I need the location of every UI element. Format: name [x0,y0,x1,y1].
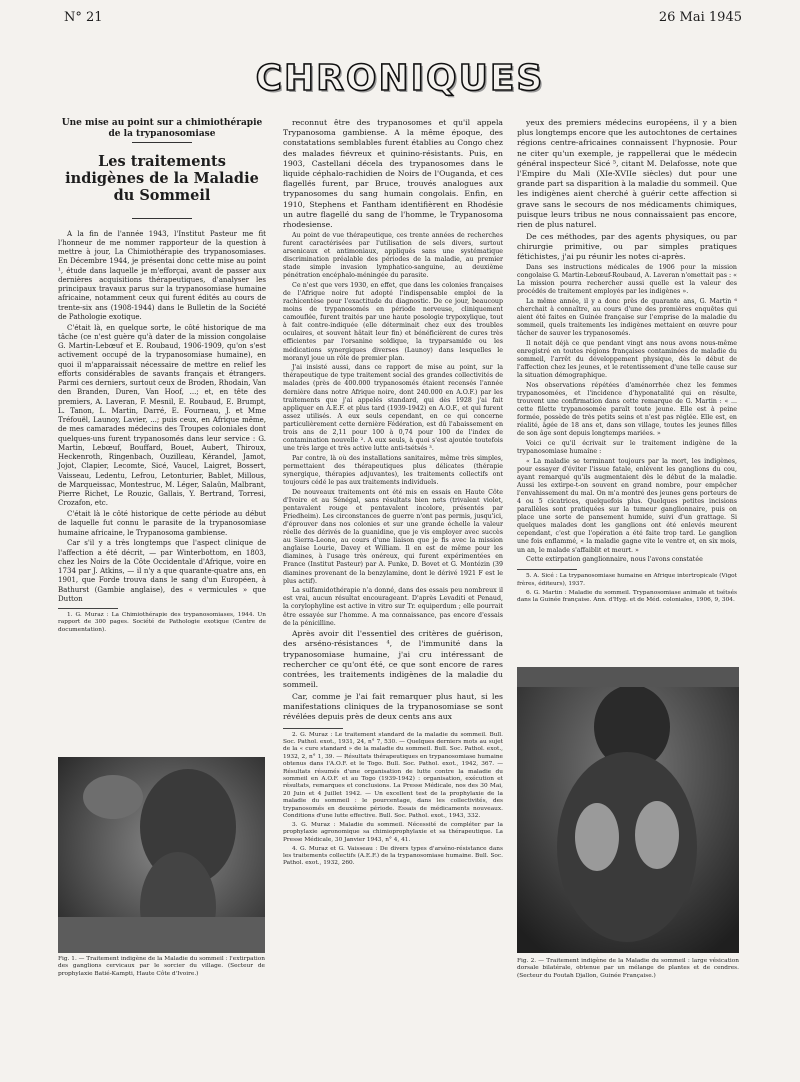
footnote-rule [58,608,118,609]
footnote-2: 2. G. Muraz : Le traitement standard de la maladie du sommeil. Bull. Soc. Pathol. exot., 1931, 24, n° 7, 530. — Quelques derniers mots au sujet de la « cure standard » de la maladie du sommeil. Bull. Soc. Pathol. exot., 1932, 2, n° 1, 39. — Résultats thérapeutiques en trypanosomiase humaine obtenus dans l'A.O.F. et le Togo. Bull. Soc. Pathol. exot., 1942, 367. — Résultats résumés d'une organisation de lutte contre la maladie du sommeil en A.O.F. et au Togo (1939-1942) : organisation, exécution et résultats, remarques et conclusions. La Presse Médicale, nos des 30 Mai, 20 Juin et 4 Juillet 1942. — Un excellent test de la prophylaxie de la maladie du sommeil : le pourcentage, dans les collectivités, des trypanosomés en deuxième période. Essais de médicaments nouveaux. Conditions d'une lutte effective. Bull. Soc. Pathol. exot., 1943, 332. [283,731,503,820]
paragraph: reconnut être des trypanosomes et qu'il appela Trypanosoma gambiense. A la même époque, des constatations semblables furent établies au Congo chez des malades fiévreux et quinino-résistants. Puis, en 1903, Castellani décela des trypanosomes dans le liquide céphalo-rachidien de Noirs de l'Ouganda, et ces flagellés furent, par Bruce, trouvés analogues aux trypanosomes du sang humain congolais. Enfin, en 1910, Stephens et Fantham identifièrent en Rhodésie un autre flagellé du sang de l'homme, le Trypanosoma rhodesiense. [283,118,503,230]
paragraph: De ces méthodes, par des agents physiques, ou par chirurgie primitive, ou par simples pratiques fétichistes, j'ai pu réunir les notes ci-après. [517,231,737,262]
article-kicker: Une mise au point sur a chimiothérapie de la trypanosomiase [61,118,263,139]
figure-2-caption: Fig. 2. — Traitement indigène de la Maladie du sommeil : large vésication dorsale bilatérale, obtenue par un mélange de plantes et de cendres. (Secteur du Foutah Djallon, Guinée Française.) [517,958,739,979]
article-title: Les traitements indigènes de la Maladie du Sommeil [65,152,259,204]
footnote-1: 1. G. Muraz : La Chimiothérapie des trypanosomiases, 1944. Un rapport de 300 pages. Société de Pathologie exotique (Centre de documentation). [58,612,266,633]
issue-date: 26 Mai 1945 [658,10,742,25]
paragraph: Car, comme je l'ai fait remarquer plus haut, si les manifestations cliniques de la trypanosomiase se sont révélées depuis près de deux cents ans aux [283,691,503,722]
footnote-4: 4. G. Muraz et G. Vaisseau : De divers types d'arséno-résistance dans les traitements collectifs (A.E.F.) de la trypanosomiase humaine. Bull. Soc. Pathol. exot., 1932, 260. [283,845,503,867]
footnote-3: 3. G. Muraz : Maladie du sommeil. Nécessité de compléter par la prophylaxie agronomique sa chimioprophylaxie et sa thérapeutique. La Presse Médicale, 30 Janvier 1943, n° 4, 41. [283,821,503,843]
issue-number: N° 21 [64,10,103,25]
column-1 [58,118,266,636]
paragraph: Au point de vue thérapeutique, ces trente années de recherches furent caractérisées par l'utilisation de sels divers, surtout arsenicaux et antimoniaux, appliqués sans une systématique discrimination préalable des périodes de la maladie, au premier stade simple invasion lymphatico-sanguine, au deuxième pénétration encéphalo-méningée du parasite. [283,231,503,280]
figure-1-caption: Fig. 1. — Traitement indigène de la Maladie du sommeil : l'extirpation des ganglions cervicaux par le sorcier du village. (Secteur de prophylaxie Batié-Kampti, Haute Côte d'Ivoire.) [58,956,266,977]
paragraph: Ce n'est que vers 1930, en effet, que dans les colonies françaises de l'Afrique noire fut adopté l'indispensable emploi de la rachicentèse pour l'exactitude du diagnostic. De ce jour, beaucoup moins de trypanosomés en période nerveuse, cliniquement camouflée, furent traités par une haute posologie trypoxylique, tout à fait contre-indiquée (elle déterminait chez eux des troubles oculaires, et souvent hâtait leur fin) et bénéficièrent de cures très efficientes par l'orsanine soldique, la tryparsamide ou les médications synergiques diverses (Launoy) dans lesquelles le moranyl joue un rôle de premier plan. [283,281,503,362]
paragraph: Car s'il y a très longtemps que l'aspect clinique de l'affection a été décrit, — par Winterbottom, en 1803, chez les Noirs de la Côte Occidentale d'Afrique, voire en 1734 par J. Atkins, — il n'y a que quarante-quatre ans, en 1901, que Forde trouva dans le sang d'un Européen, à Bathurst (Gambie anglaise), des « vermicules » que Dutton [58,538,266,603]
paragraph: Après avoir dit l'essentiel des critères de guérison, des arséno-résistances ⁴, de l'immunité dans la trypanosomiase humaine, j'ai cru intéressant de rechercher ce qu'ont été, ce que sont encore de rares contrées, les traitements indigènes de la maladie du sommeil. [283,629,503,690]
footnote-6: 6. G. Martin : Maladie du sommeil. Trypanosomiase animale et tsétsés dans la Guinée française. Ann. d'Hyg. et de Méd. coloniales, 1906, 9, 304. [517,589,737,603]
paragraph: yeux des premiers médecins européens, il y a bien plus longtemps encore que les autochtones de certaines régions centre-africaines connaissent l'hypnosie. Pour ne citer qu'un exemple, je rappellerai que le médecin général inspecteur Sicé ⁵, citant M. Delafosse, note que l'Empire du Mali (XIe-XVIIe siècles) dut pour une grande part sa disparition à la maladie du sommeil. Que les indigènes aient cherché à guérir cette affection si grave sans le secours de nos médicaments chimiques, puisque leurs tribus ne nous connaissaient pas encore, rien de plus naturel. [517,118,737,230]
paragraph: C'était là le côté historique de cette période au début de laquelle fut connu le parasite de la trypanosomiase humaine africaine, le Trypanosoma gambiense. [58,509,266,537]
paragraph: Il notait déjà ce que pendant vingt ans nous avons nous-même enregistré en toutes régions françaises contaminées de maladie du sommeil, l'arrêt du développement physique, dès le début de l'affection chez les jeunes, et le retentissement d'une telle cause sur la situation démographique. [517,339,737,380]
column-2 [283,118,503,869]
page-header [0,10,800,30]
paragraph: A la fin de l'année 1943, l'Institut Pasteur me fit l'honneur de me nommer rapporteur de la question à mettre à jour, La Chimiothérapie des trypanosomiases. En Décembre 1944, je présentai donc cette mise au point ¹, étude dans laquelle je m'efforçai, avant de passer aux dernières acquisitions thérapeutiques, d'analyser les principaux travaux parus sur la trypanosomiase humaine africaine, notamment ceux qui furent édités au cours de trente-six ans (1908-1944) dans le Bulletin de la Société de Pathologie exotique. [58,228,266,321]
paragraph: Dans ses instructions médicales de 1906 pour la mission congolaise G. Martin-Lebœuf-Roubaud, A. Laveran n'omettait pas : « La mission pourra rechercher aussi quelle est la valeur des procédés de traitement employés par les indigènes ». [517,263,737,296]
paragraph: La sulfamidothérapie n'a donné, dans des essais peu nombreux il est vrai, aucun résultat encourageant. D'après Levaditi et Penaud, la corylophyline est active in vitro sur Tr. equiperdum ; elle pourrait être essayée sur l'homme. A ma connaissance, pas encore d'essais de la pénicilline. [283,587,503,627]
figure-2-image [517,667,739,953]
kicker-rule [132,142,192,143]
paragraph: De nouveaux traitements ont été mis en essais en Haute Côte d'Ivoire et au Sénégal, sans résultats bien nets (trivalent violet, pentavalent rouge et pentavalent incolore, présentés par Friedheim). Les circonstances de guerre n'ont pas permis, jusqu'ici, d'éprouver dans nos colonies et sur une grande échelle la valeur réelle des dérivés de la guanidine, que je vis employer avec succès au Sierra-Leone, au cours d'une liaison que je fis avec la mission anglaise Lourie, Davey et William. Il en est de même pour les diamines, à l'usage très onéreux, qui furent expérimentées en France (Institut Pasteur) par A. Funke, D. Bovet et G. Montézin (39 diamines provenant de la benzylamine, dont le dérivé 1921 F est le plus actif). [283,488,503,585]
title-rule [132,218,192,219]
masthead: CHRONIQUES [255,58,545,99]
figure-1-image [58,757,265,953]
paragraph: Voici ce qu'il écrivait sur le traitement indigène de la trypanosomiase humaine : [517,439,737,455]
footnote-5: 5. A. Sicé : La trypanosomiase humaine en Afrique intertropicale (Vigot frères, éditeurs), 1937. [517,573,737,587]
paragraph: Nos observations répétées d'aménorrhée chez les femmes trypanosomées, et l'incidence d'hyponatalité qui en résulte, trouvent une confirmation dans cette remarque de G. Martin : « ... cette filette trypanosomée paraît toute jeune. Elle est à peine formée, possède de très petits seins et n'est pas réglée. Elle est, en réalité, âgée de 18 ans et, dans son village, toutes les jeunes filles de son âge sont depuis longtemps mariées. » [517,381,737,438]
paragraph: C'était là, en quelque sorte, le côté historique de ma tâche (ce n'est guère qu'à dater de la mission congolaise G. Martin-Lebœuf et E. Roubaud, 1906-1909, qu'on s'est activement occupé de la trypanosomiase humaine), en quoi il m'apparaissait nécessaire de mettre en relief les efforts considérables de savants français et étrangers. Parmi ces derniers, surtout ceux de Broden, Rhodain, Van den Branden, Duren, Van Hoof, ...; et, en tête des premiers, A. Laveran, F. Mesnil, E. Roubaud, E. Brumpt, L. Tanon, L. Martin, Darré, E. Fourneau, J. et Mme Tréfouël, Launoy, Lavier, ...; puis ceux, en Afrique même, de mes camarades médecins des Troupes coloniales dont quelques-uns furent trypanosomés dans leur service : G. Martin, Lebœuf, Bouffard, Bouet, Aubert, Thiroux, Heckenroth, Ringenbach, Ouzilleau, Kérandel, Jamot, Jojot, Clapier, Lecomte, Sicé, Vaucel, Laigret, Bossert, Vaisseau, Ledentu, Lefrou, Letonturier, Bablet, Millous, de Marqueissac, Montestruc, M. Léger, Salaün, Malbrant, Pierre Richet, Le Rouzic, Gallais, Y. Bertrand, Torresi, Crozafon, etc. [58,322,266,508]
paragraph: J'ai insisté aussi, dans ce rapport de mise au point, sur la thérapeutique de type traitement social des grandes collectivités de malades (près de 400.000 trypanosomés étaient recensés l'année dernière dans notre Afrique noire, dont 240.000 en A.O.F.) par les traitements que j'ai appelés standard, qui dès 1928 j'ai fait appliquer en A.E.F. et plus tard (1939-1942) en A.O.F., et qui furent assez utilisés. A eux seuls cependant, en ce qui concerne particulièrement cette dernière Fédération, est dû l'abaissement en trois ans de 2,11 pour 100 à 0,74 pour 100 de l'index de contamination nouvelle ². A eux seuls, à quoi s'est ajoutée toutefois une très large et très active lutte anti-tsétsés ³. [283,364,503,453]
footnote-rule [517,569,577,570]
figure-1-photo [58,757,265,953]
paragraph: Cette extirpation ganglionnaire, nous l'avons constatée [526,556,703,564]
column-3 [517,118,737,606]
figure-2-photo [517,667,739,953]
paragraph: Par contre, là où des installations sanitaires, même très simples, permettaient des thérapeutiques plus délicates (thérapie synergique, thérapies adjuvantes), les traitements collectifs ont toujours cédé le pas aux traitements individuels. [283,454,503,487]
paragraph: « La maladie se terminant toujours par la mort, les indigènes, pour essayer d'éviter l'issue fatale, enlèvent les ganglions du cou, ayant remarqué qu'ils augmentaient dès le début de la maladie. Aussi les extirpe-t-on souvent en grand nombre, pour empêcher l'envahissement du mal. On m'a montré des jeunes gens porteurs de 4 ou 5 cicatrices, quelquefois plus. Quelques petites incisions parallèles sont pratiquées sur la tumeur ganglionnaire, puis on place une sorte de pansement humide, suivi d'un grattage. Si quelques malades dont les ganglions ont été enlevés meurent cependant, c'est que l'opération a été faite trop tard. Le ganglion une fois enflammé, « la maladie gagne vite le ventre et, en six mois, un an, le malade s'affaiblit et meurt. » [517,457,737,554]
footnote-rule [283,728,343,729]
paragraph: La même année, il y a donc près de quarante ans, G. Martin ⁶ cherchait à connaître, au cours d'une des premières enquêtes qui aient été faites en Guinée française sur l'emprise de la maladie du sommeil, quels traitements les indigènes mettaient en œuvre pour tâcher de sauver les trypanosomés. [517,297,737,338]
